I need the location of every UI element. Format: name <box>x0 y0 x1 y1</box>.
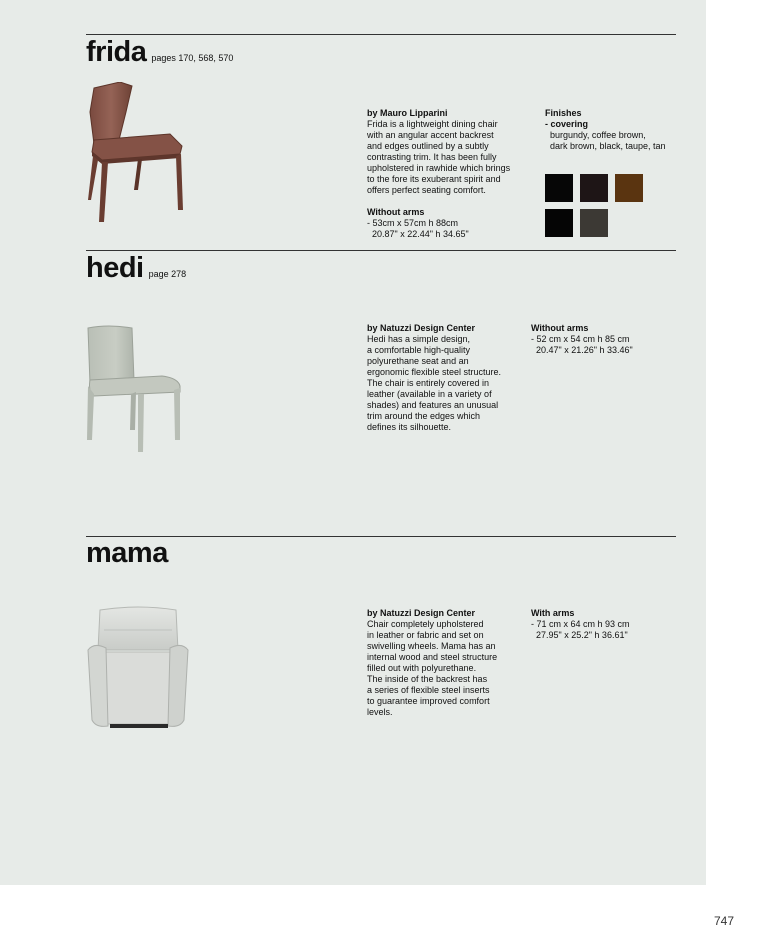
description-line: polyurethane seat and an <box>367 356 469 366</box>
dimensions-cm: - 52 cm x 54 cm h 85 cm <box>531 334 630 344</box>
description-line: trim around the edges which <box>367 411 481 421</box>
frida-description-block <box>367 108 510 240</box>
dimensions-cm: - 53cm x 57cm h 88cm <box>367 218 459 228</box>
frida-finishes-block <box>545 108 666 152</box>
description-line: Chair completely upholstered <box>367 619 484 629</box>
finishes-colors: dark brown, black, taupe, tan <box>550 141 666 151</box>
color-swatch <box>580 174 608 202</box>
section-divider <box>86 536 676 537</box>
color-swatch <box>545 209 573 237</box>
mama-dimensions-block <box>531 608 630 641</box>
description-line: leather (available in a variety of <box>367 389 492 399</box>
description-line: a comfortable high-quality <box>367 345 471 355</box>
finishes-subtitle: - covering <box>545 119 589 129</box>
variant-label: Without arms <box>367 207 425 217</box>
finishes-colors: burgundy, coffee brown, <box>550 130 646 140</box>
description-line: The chair is entirely covered in <box>367 378 490 388</box>
frida-chair-image <box>84 82 188 224</box>
section-divider <box>86 34 676 35</box>
description-line: with an angular accent backrest <box>367 130 494 140</box>
page-number: 747 <box>714 914 735 928</box>
description-line: contrasting trim. It has been fully <box>367 152 497 162</box>
page-reference: pages 170, 568, 570 <box>151 53 234 63</box>
description-line: Frida is a lightweight dining chair <box>367 119 498 129</box>
description-line: defines its silhouette. <box>367 422 452 432</box>
description-line: levels. <box>367 707 393 717</box>
mama-description-block <box>367 608 497 718</box>
hedi-description-block <box>367 323 501 433</box>
variant-label: With arms <box>531 608 575 618</box>
description-line: and edges outlined by a subtly <box>367 141 489 151</box>
description-line: upholstered in rawhide which brings <box>367 163 511 173</box>
page-reference: page 278 <box>148 269 187 279</box>
product-title-frida: frida pages 170, 568, 570 <box>86 36 234 68</box>
description-line: Hedi has a simple design, <box>367 334 471 344</box>
dimensions-in: 20.47" x 21.26" h 33.46" <box>536 345 633 355</box>
description-line: The inside of the backrest has <box>367 674 488 684</box>
section-divider <box>86 250 676 251</box>
designer-credit: by Natuzzi Design Center <box>367 323 476 333</box>
designer-credit: by Natuzzi Design Center <box>367 608 476 618</box>
description-line: to the fore its exuberant spirit and <box>367 174 501 184</box>
description-line: offers perfect seating comfort. <box>367 185 486 195</box>
product-title-hedi: hedi page 278 <box>86 252 187 284</box>
color-swatch <box>580 209 608 237</box>
description-line: shades) and features an unusual <box>367 400 499 410</box>
description-line: to guarantee improved comfort <box>367 696 490 706</box>
mama-chair-image <box>84 604 192 732</box>
designer-credit: by Mauro Lipparini <box>367 108 448 118</box>
dimensions-cm: - 71 cm x 64 cm h 93 cm <box>531 619 630 629</box>
dimensions-in: 20.87" x 22.44" h 34.65" <box>372 229 469 239</box>
finishes-title: Finishes <box>545 108 582 118</box>
dimensions-in: 27.95" x 25.2" h 36.61" <box>536 630 628 640</box>
hedi-dimensions-block <box>531 323 633 356</box>
description-line: swivelling wheels. Mama has an <box>367 641 496 651</box>
product-title-mama: mama <box>86 537 168 569</box>
description-line: ergonomic flexible steel structure. <box>367 367 502 377</box>
description-line: in leather or fabric and set on <box>367 630 484 640</box>
description-line: internal wood and steel structure <box>367 652 498 662</box>
color-swatch <box>545 174 573 202</box>
description-line: a series of flexible steel inserts <box>367 685 490 695</box>
variant-label: Without arms <box>531 323 589 333</box>
hedi-chair-image <box>84 324 184 454</box>
color-swatch <box>615 174 643 202</box>
description-line: filled out with polyurethane. <box>367 663 477 673</box>
